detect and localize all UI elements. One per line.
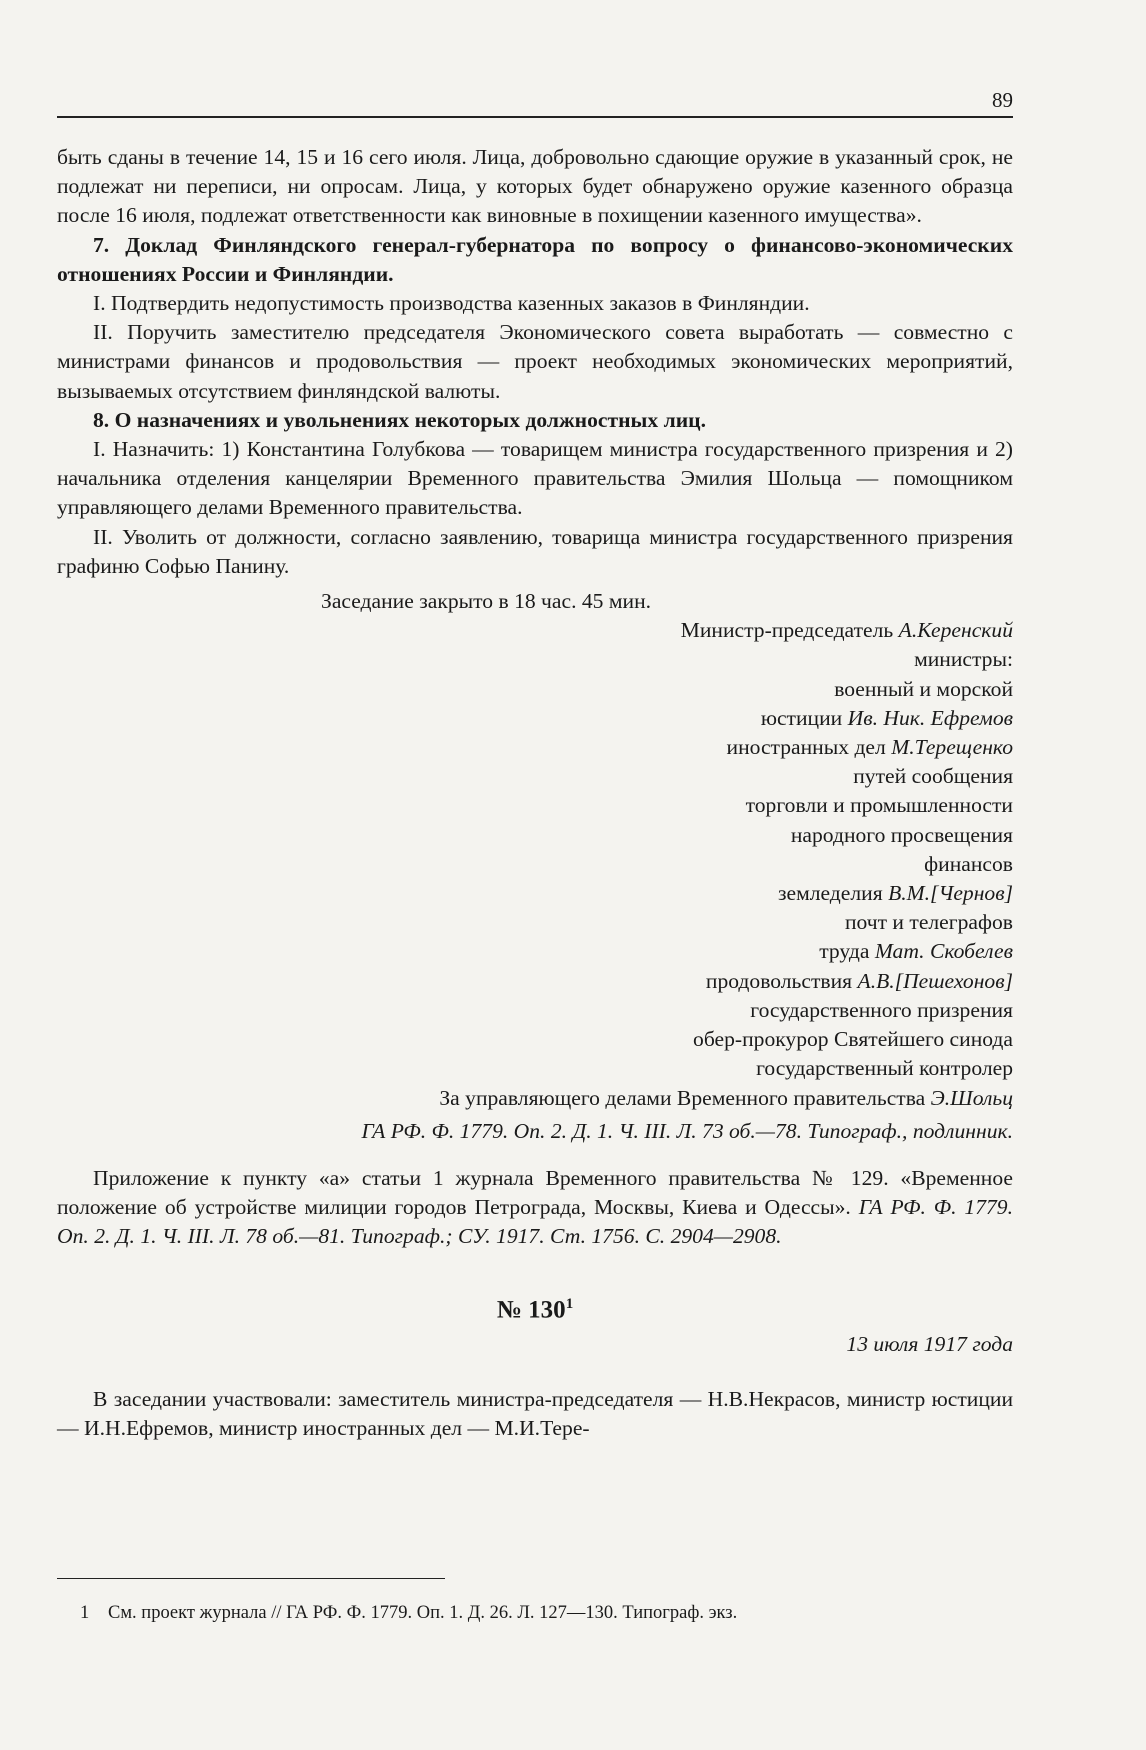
closing-line: Заседание закрыто в 18 час. 45 мин. [321,589,652,614]
paragraph: I. Подтвердить недопустимость производства казенных заказов в Финляндии. [93,291,810,316]
paragraph: II. Поручить заместителю председателя Экономического совета выработать — совместно с министрами финансов и продовольствия — проект необходимых экономических мероприятий, вызываемых отсутствием финляндской валюты. [57,320,1013,403]
document-body [57,143,1013,1444]
archive-source: ГА РФ. Ф. 1779. Оп. 2. Д. 1. Ч. III. Л. 73 об.—78. Типограф., подлинник. [361,1118,1013,1143]
signature-line: финансов [924,851,1013,876]
signature-line: обер-прокурор Святейшего синода [693,1027,1013,1052]
paragraph: быть сданы в течение 14, 15 и 16 сего июля. Лица, добровольно сдающие оружие в указанный срок, не подлежат ни переписи, ни опросам. Лица, у которых будет обнаружено оружие казенного образца после 16 июля, подлежат ответственности как виновные в похищении казенного имущества». [57,145,1013,228]
signature-line: Министр-председатель А.Керенский [680,618,1013,643]
signature-line: труда Мат. Скобелев [819,939,1013,964]
signature-line: военный и морской [834,676,1013,701]
footnote-rule [57,1578,445,1579]
signature-block [57,616,1013,1112]
signature-line: иностранных дел М.Терещенко [726,735,1013,760]
annex-note: Приложение к пункту «а» статьи 1 журнала Временного правительства № 129. «Временное положение об устройстве милиции городов Петрограда, Москвы, Киева и Одессы». ГА РФ. Ф. 1779. Оп. 2. Д. 1. Ч. III. Л. 78 об.—81. Типограф.; СУ. 1917. Ст. 1756. С. 2904—2908. [57,1165,1013,1249]
participants-paragraph: В заседании участвовали: заместитель министра-председателя — Н.В.Некрасов, министр юстиции — И.Н.Ефремов, министр иностранных дел — М.И.Тере- [57,1387,1013,1441]
signature-line: юстиции Ив. Ник. Ефремов [760,705,1013,730]
signature-line: народного просвещения [790,822,1013,847]
footnote-text: См. проект журнала // ГА РФ. Ф. 1779. Оп. 1. Д. 26. Л. 127—130. Типограф. экз. [108,1603,738,1623]
signature-line: почт и телеграфов [844,910,1013,935]
signature-line: торговли и промышленности [745,793,1013,818]
document-date: 13 июля 1917 года [846,1332,1013,1357]
signature-line: министры: [914,647,1013,672]
document-number: № $130^1$ [496,1295,574,1323]
signature-line: путей сообщения [853,764,1013,789]
footnote [80,1600,737,1626]
footnote-number: 1 [80,1603,90,1623]
signature-line: государственный контролер [756,1056,1013,1081]
signature-line: государственного призрения [750,997,1013,1022]
section-heading-8: 8. О назначениях и увольнениях некоторых должностных лиц. [93,407,706,432]
header-rule [57,116,1013,118]
page-number: 89 [992,88,1013,112]
paragraph: II. Уволить от должности, согласно заявлению, товарища министра государственного призрения графиню Софью Панину. [57,524,1013,578]
paragraph: I. Назначить: 1) Константина Голубкова — товарищем министра государственного призрения и 2) начальника отделения канцелярии Временного правительства Эмилия Шольца — помощником управляющего делами Временного правительства. [57,437,1013,520]
signature-line: продовольствия А.В.[Пешехонов] [705,968,1013,993]
section-heading-7: 7. Доклад Финляндского генерал-губернатора по вопросу о финансово-экономических отношениях России и Финляндии. [57,232,1013,286]
signature-line: земледелия В.М.[Чернов] [777,881,1013,906]
signature-line: За управляющего делами Временного правительства Э.Шольц [439,1085,1013,1110]
